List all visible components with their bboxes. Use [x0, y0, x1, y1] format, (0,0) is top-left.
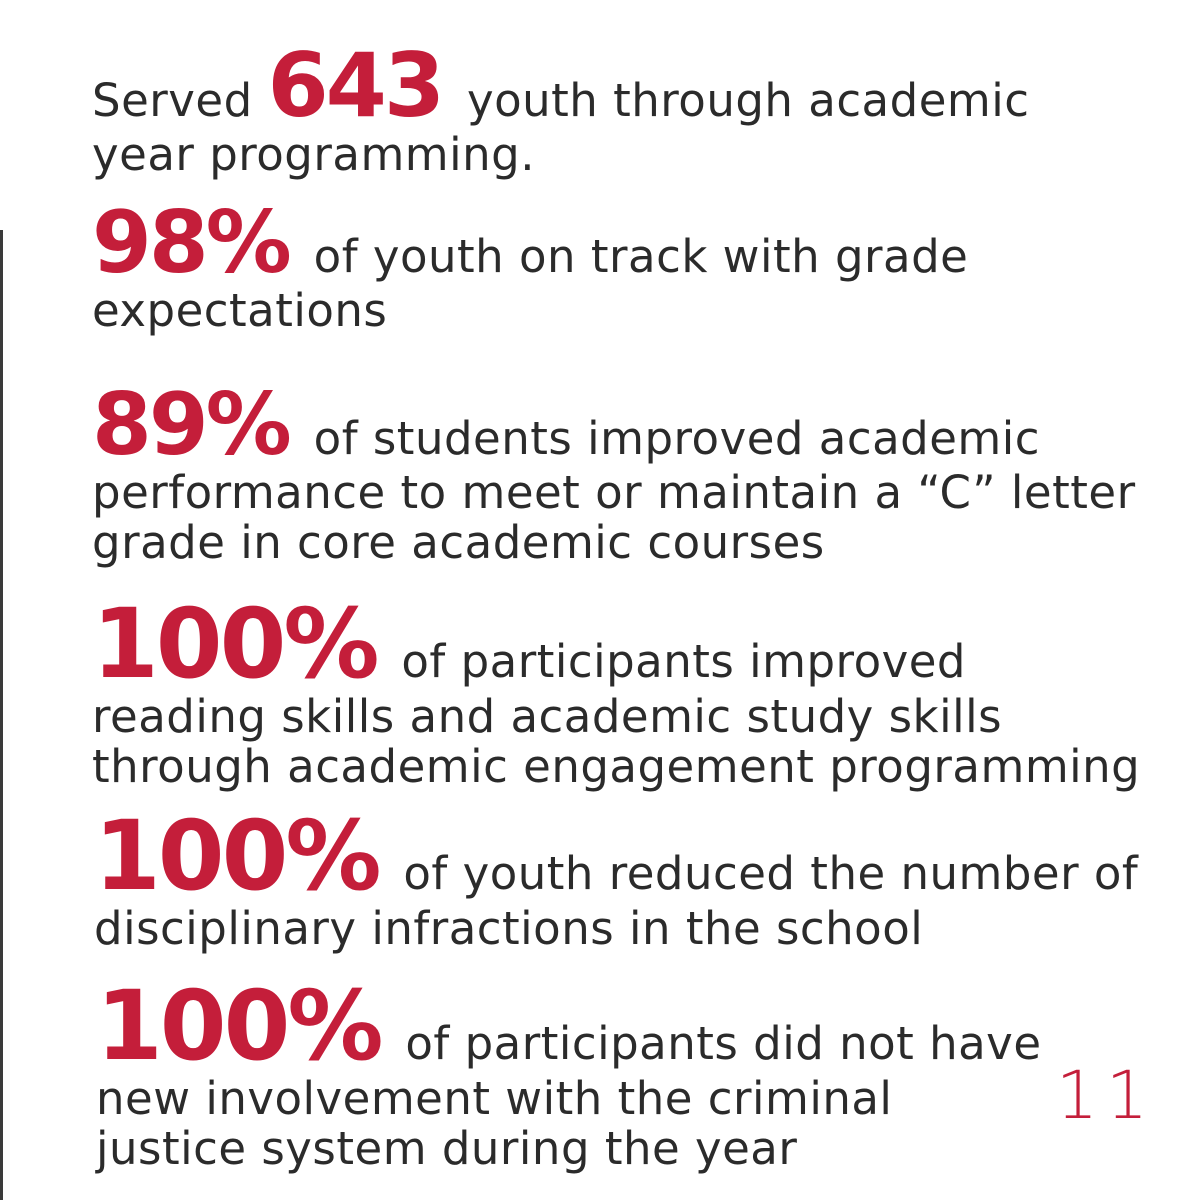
- stat-highlight-number: 100%: [94, 800, 379, 912]
- stat-prefix: Served: [92, 74, 253, 127]
- stat-highlight-number: 89%: [92, 375, 289, 475]
- stat-disciplinary: [94, 800, 1144, 955]
- page-edge-divider: [0, 230, 3, 1200]
- stat-description: youth through academic year programming.: [92, 74, 1030, 181]
- stat-reading-skills: [92, 588, 1142, 793]
- stat-description: of youth on track with grade expectations: [92, 230, 969, 337]
- stat-description: of students improved academic performance to meet or maintain a “C” letter grade in core academic courses: [92, 412, 1136, 569]
- stat-highlight-number: 100%: [96, 970, 381, 1082]
- stat-academic-performance: [92, 375, 1142, 569]
- stat-description: of participants did not have new involvement with the criminal justice system during the year: [96, 1017, 1042, 1175]
- stat-youth-served: [92, 34, 1142, 181]
- stat-highlight-number: 98%: [92, 193, 289, 293]
- stat-description: of youth reduced the number of disciplinary infractions in the school: [94, 847, 1139, 955]
- page-number: 11: [1056, 1057, 1156, 1134]
- stat-description: of participants improved reading skills and academic study skills through academic engagement programming: [92, 635, 1141, 793]
- stat-on-track: [92, 193, 1142, 337]
- stat-highlight-number: 643: [267, 34, 443, 137]
- stat-justice-involvement: [96, 970, 1056, 1175]
- stat-highlight-number: 100%: [92, 588, 377, 700]
